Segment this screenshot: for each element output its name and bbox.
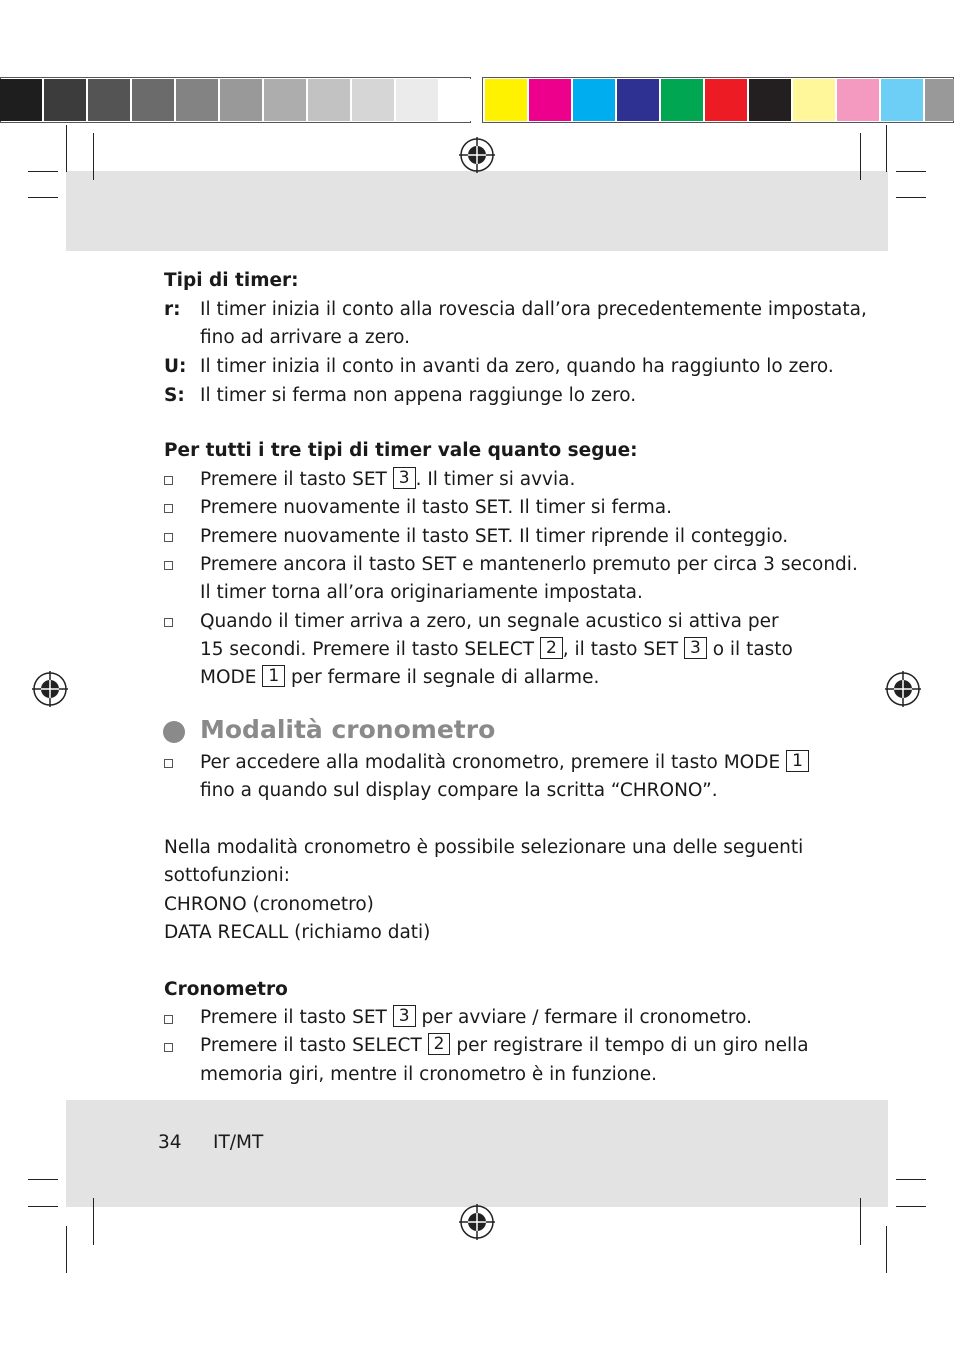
crop-mark: [860, 133, 861, 180]
bullet-icon: [164, 1043, 173, 1052]
header-band: [66, 171, 888, 251]
instruction-text: Premere il tasto SET 3 per avviare / fermare il cronometro.: [200, 1006, 752, 1028]
crop-mark: [896, 1179, 926, 1180]
registration-mark-icon: [459, 1204, 495, 1240]
instruction-text: fino a quando sul display compare la scritta “CHRONO”.: [200, 780, 718, 801]
crop-mark: [28, 1206, 58, 1207]
instruction-text: Premere nuovamente il tasto SET. Il timer riprende il conteggio.: [200, 526, 789, 547]
crop-mark: [66, 1226, 67, 1273]
crop-mark: [28, 197, 58, 198]
instruction-text: Quando il timer arriva a zero, un segnale acustico si attiva per: [200, 611, 779, 632]
timer-type-key: S:: [164, 385, 185, 406]
language-code: IT/MT: [213, 1132, 264, 1153]
bullet-icon: [164, 759, 173, 768]
crop-mark: [896, 197, 926, 198]
instruction-text: Il timer torna all’ora originariamente impostata.: [200, 582, 643, 603]
crop-mark: [886, 125, 887, 172]
crop-mark: [860, 1198, 861, 1245]
color-swatch: [837, 79, 879, 121]
registration-mark-icon: [32, 671, 68, 707]
bullet-icon: [164, 476, 173, 485]
instruction-text: 15 secondi. Premere il tasto SELECT 2 , il tasto SET 3 o il tasto: [200, 638, 793, 660]
section-title-chronometer: Cronometro: [164, 979, 288, 1000]
section-title-all-timers: Per tutti i tre tipi di timer vale quanto segue:: [164, 440, 638, 461]
instruction-text: Per accedere alla modalità cronometro, premere il tasto MODE 1: [200, 749, 809, 777]
bullet-icon: [164, 533, 173, 542]
color-swatch: [88, 79, 130, 121]
registration-mark-icon: [885, 671, 921, 707]
section-heading-chrono-mode: Modalità cronometro: [200, 715, 496, 744]
color-swatch: [485, 79, 527, 121]
color-swatch: [308, 79, 350, 121]
color-swatch: [881, 79, 923, 121]
instruction-text: Premere ancora il tasto SET e mantenerlo premuto per circa 3 secondi.: [200, 554, 858, 575]
crop-mark: [886, 1226, 887, 1273]
color-swatch: [440, 79, 482, 121]
crop-mark: [896, 1206, 926, 1207]
color-swatch: [573, 79, 615, 121]
crop-mark: [93, 133, 94, 180]
instruction-text: Premere nuovamente il tasto SET. Il timer si ferma.: [200, 497, 672, 518]
color-swatch: [793, 79, 835, 121]
color-swatch: [925, 79, 954, 121]
instruction-text: Premere il tasto SET 3 . Il timer si avvia.: [200, 468, 576, 490]
bullet-icon: [164, 561, 173, 570]
timer-type-text: fino ad arrivare a zero.: [200, 327, 411, 348]
color-swatch: [661, 79, 703, 121]
paragraph-text: DATA RECALL (richiamo dati): [164, 922, 431, 943]
crop-mark: [28, 1179, 58, 1180]
color-swatch: [132, 79, 174, 121]
instruction-text: MODE 1 per fermare il segnale di allarme.: [200, 666, 600, 688]
color-swatch: [352, 79, 394, 121]
color-swatch: [44, 79, 86, 121]
crop-mark: [93, 1198, 94, 1245]
crop-mark: [66, 125, 67, 172]
color-swatch: [749, 79, 791, 121]
crop-mark: [896, 171, 926, 172]
color-swatch: [0, 79, 42, 121]
footer-band: [66, 1100, 888, 1207]
bullet-icon: [164, 504, 173, 513]
color-swatch: [529, 79, 571, 121]
paragraph-text: Nella modalità cronometro è possibile selezionare una delle seguenti: [164, 837, 804, 858]
color-swatch: [220, 79, 262, 121]
crop-mark: [28, 171, 58, 172]
paragraph-text: sottofunzioni:: [164, 865, 291, 886]
paragraph-text: CHRONO (cronometro): [164, 894, 374, 915]
bullet-icon: [164, 1015, 173, 1024]
page-number: 34: [158, 1132, 182, 1153]
instruction-text: Premere il tasto SELECT 2 per registrare il tempo di un giro nella: [200, 1034, 809, 1056]
color-swatch: [396, 79, 438, 121]
color-swatch: [176, 79, 218, 121]
timer-type-key: r:: [164, 299, 181, 320]
color-swatch: [705, 79, 747, 121]
timer-type-text: Il timer inizia il conto alla rovescia dall’ora precedentemente impostata,: [200, 299, 867, 320]
color-swatch: [264, 79, 306, 121]
timer-type-text: Il timer si ferma non appena raggiunge lo zero.: [200, 385, 637, 406]
timer-type-text: Il timer inizia il conto in avanti da zero, quando ha raggiunto lo zero.: [200, 356, 834, 377]
section-title-timer-types: Tipi di timer:: [164, 270, 299, 291]
color-swatch: [617, 79, 659, 121]
timer-type-key: U:: [164, 356, 187, 377]
section-dot-icon: [163, 721, 185, 743]
instruction-text: memoria giri, mentre il cronometro è in funzione.: [200, 1064, 658, 1085]
bullet-icon: [164, 618, 173, 627]
registration-mark-icon: [459, 137, 495, 173]
